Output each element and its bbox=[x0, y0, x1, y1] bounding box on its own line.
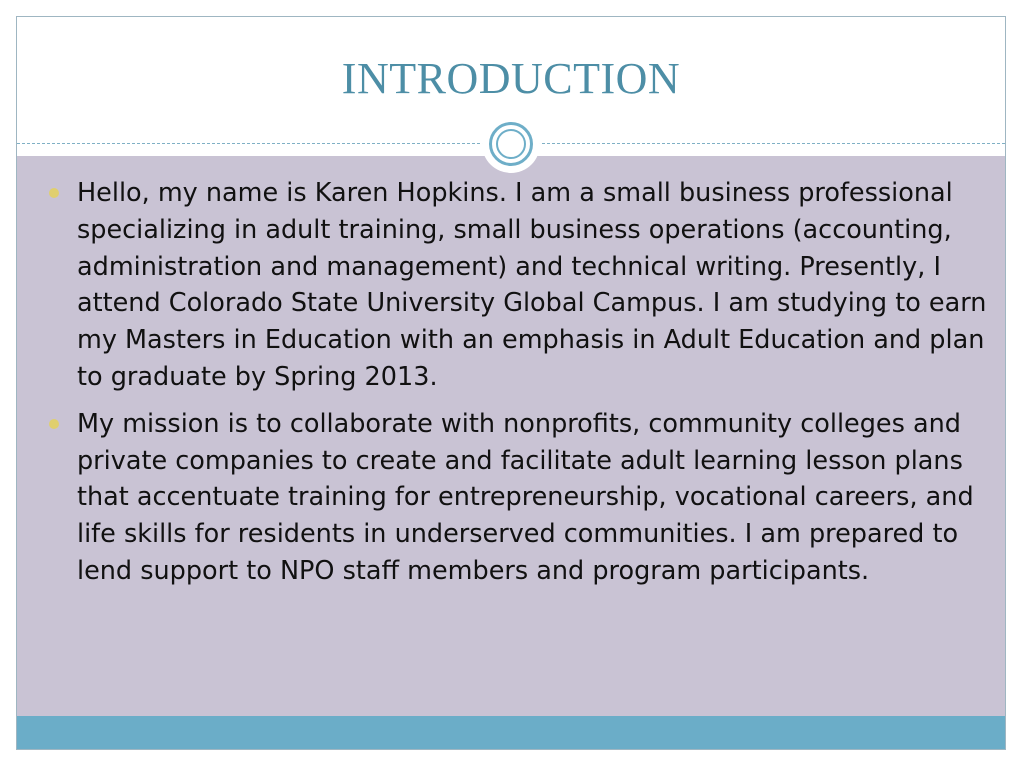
bullet-text: Hello, my name is Karen Hopkins. I am a small business professional specializing in adult training, small business operations (accounting, administration and management) and technical writing. Presently, I attend Colorado State University Global Campus. I am studying to earn my Masters in Education with an emphasis in Adult Education and plan to graduate by Spring 2013. bbox=[77, 178, 987, 392]
bullet-dot-icon bbox=[49, 188, 59, 198]
footer-band bbox=[17, 716, 1005, 750]
ornament-outer-ring bbox=[489, 122, 533, 166]
slide-title: INTRODUCTION bbox=[341, 54, 681, 103]
bullet-dot-icon bbox=[49, 419, 59, 429]
circle-ornament-icon bbox=[482, 115, 540, 173]
bullet-item-mission bbox=[57, 406, 987, 590]
bullet-item-introduction bbox=[57, 175, 987, 396]
slide bbox=[16, 16, 1006, 750]
bullet-text: My mission is to collaborate with nonprofits, community colleges and private companies to create and facilitate adult learning lesson plans that accentuate training for entrepreneurship, vocational careers, and life skills for residents in underserved communities. I am prepared to lend support to NPO staff members and program participants. bbox=[77, 408, 974, 586]
bullet-list bbox=[57, 175, 987, 600]
ornament-inner-ring bbox=[496, 129, 526, 159]
